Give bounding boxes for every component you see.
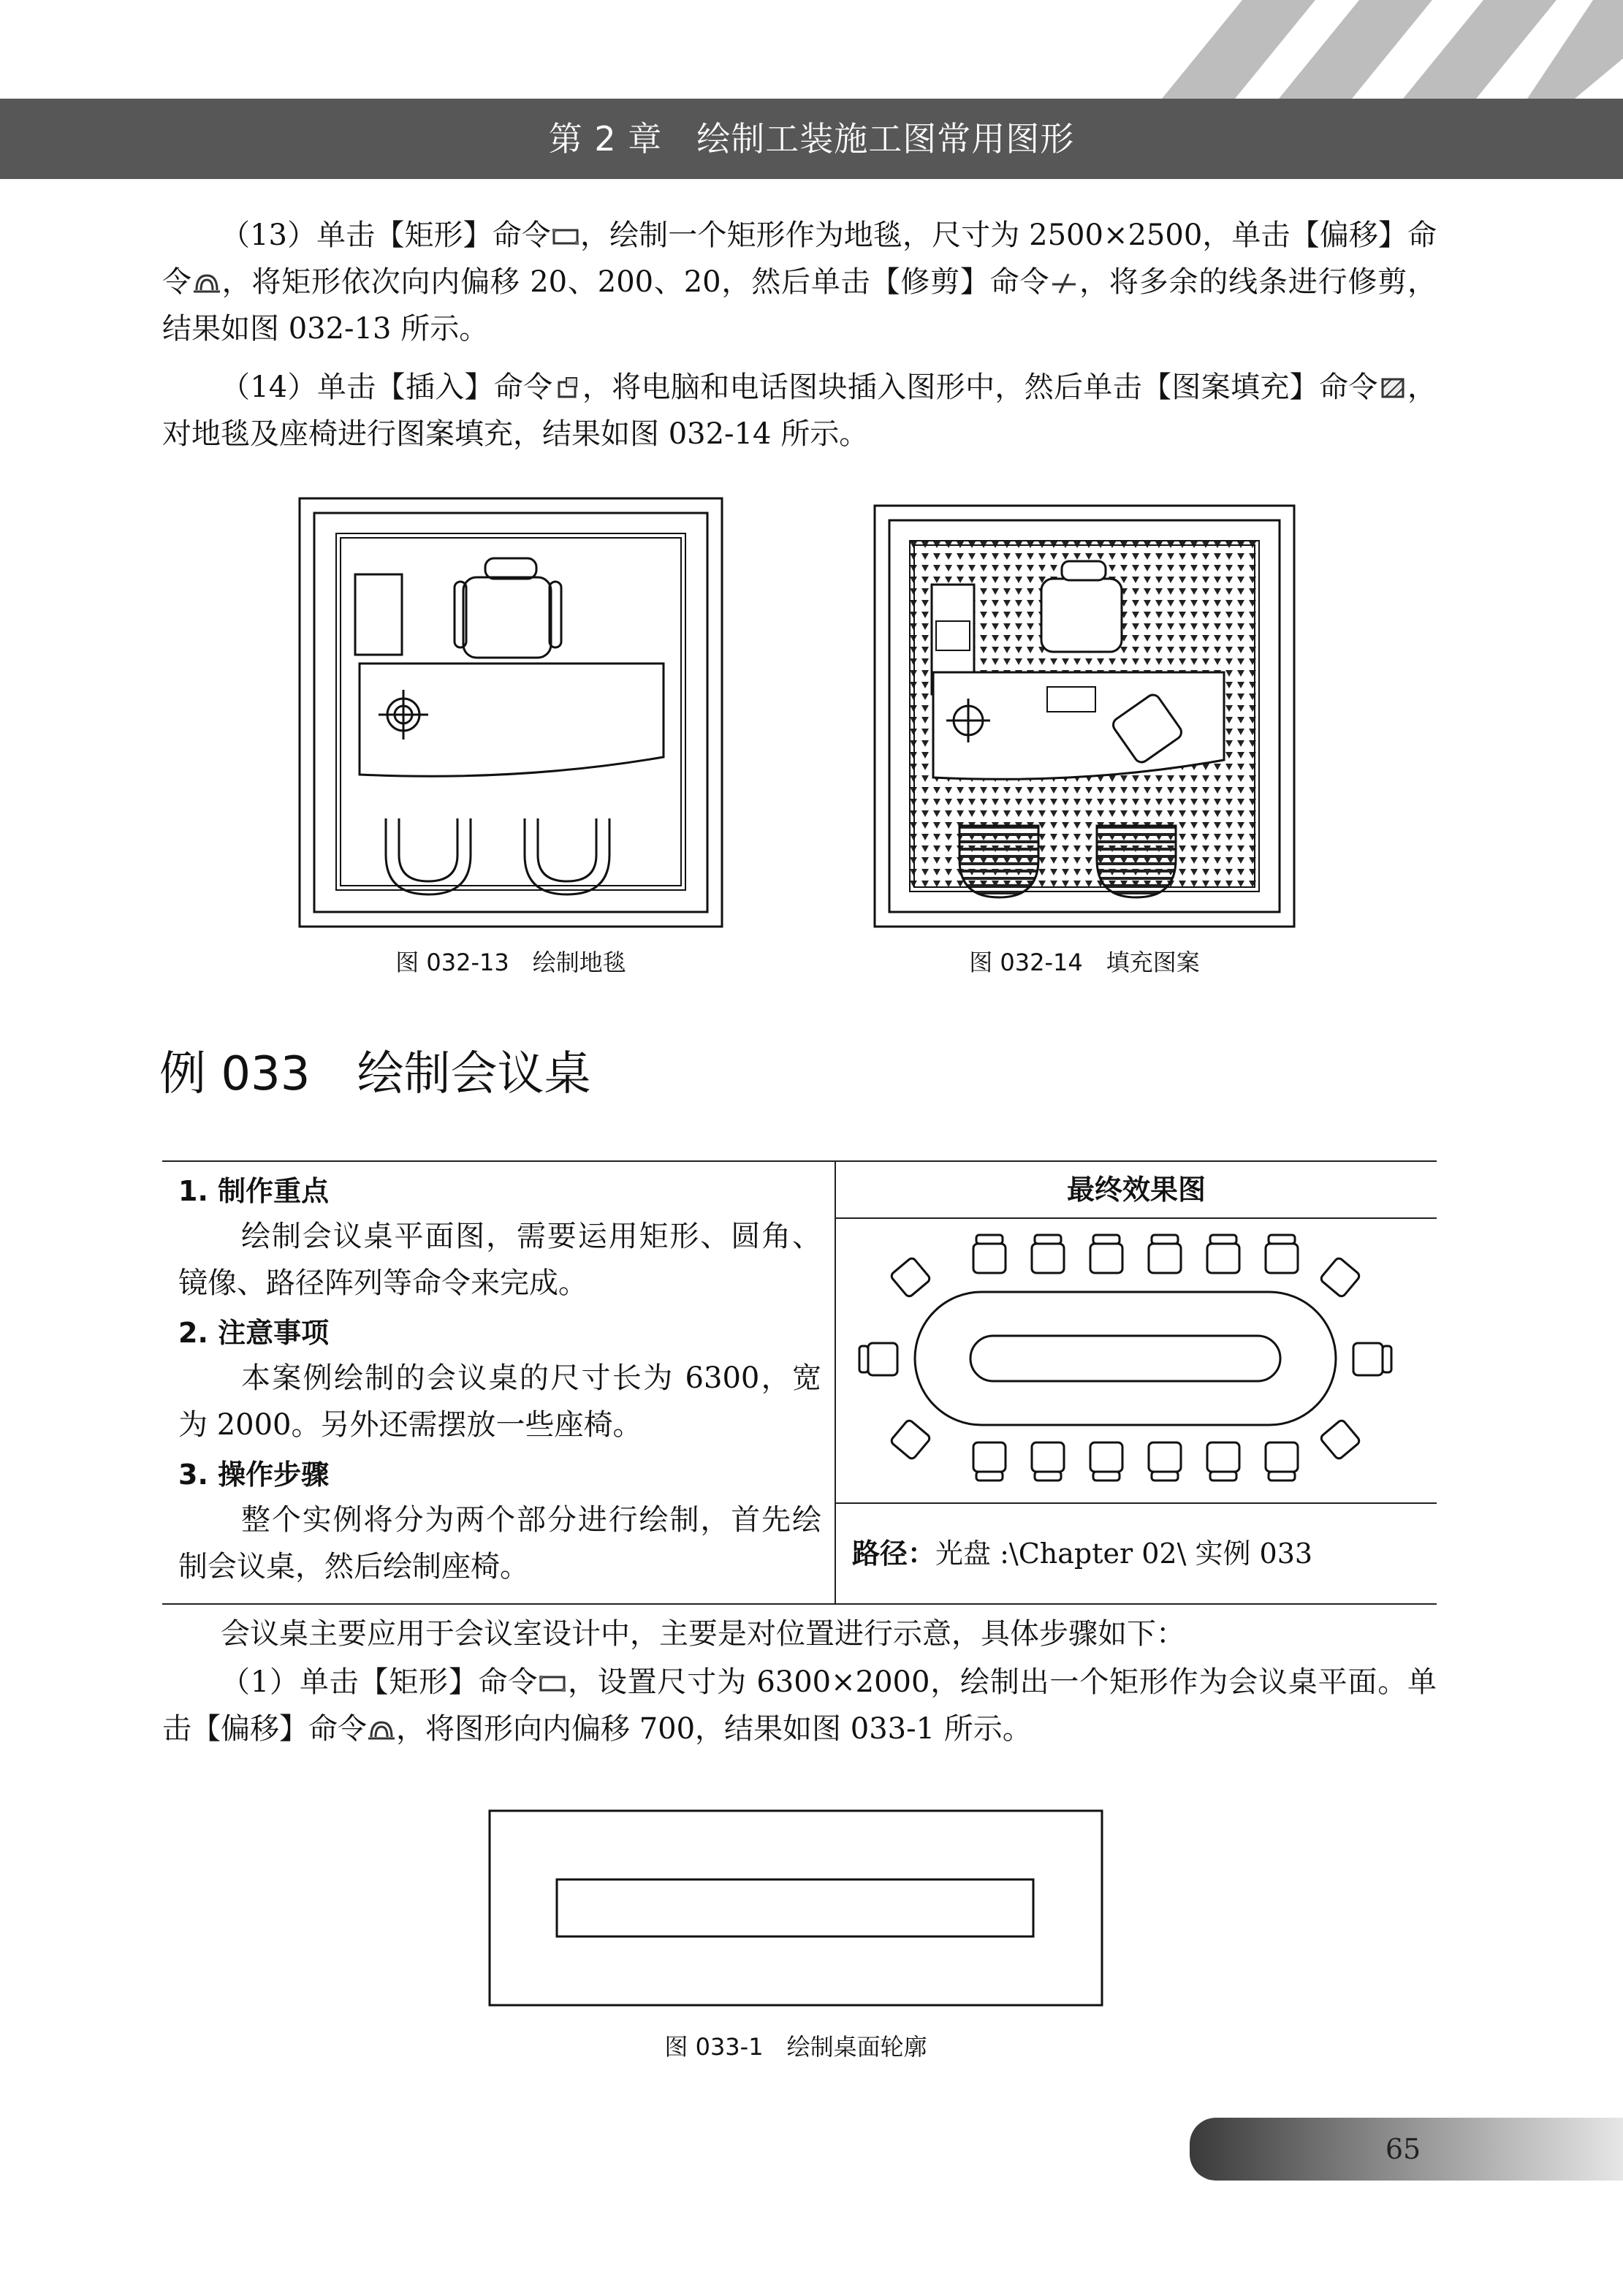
step-14-paragraph — [162, 364, 1437, 457]
final-effect-drawing — [848, 1226, 1403, 1489]
insert-block-icon — [553, 376, 582, 400]
notes-text: 本案例绘制的会议桌的尺寸长为 6300，宽为 2000。另外还需摆放一些座椅。 — [178, 1361, 821, 1442]
header-stripes — [0, 0, 1623, 99]
chapter-title: 第 2 章 绘制工装施工图常用图形 — [548, 119, 1075, 159]
step-13-text-1: （13）单击【矩形】命令 — [221, 218, 551, 252]
key-points-heading: 1. 制作重点 — [178, 1175, 330, 1207]
path-value: 光盘 :\Chapter 02\ 实例 033 — [935, 1537, 1313, 1570]
steps-text: 整个实例将分为两个部分进行绘制，首先绘制会议桌，然后绘制座椅。 — [178, 1503, 821, 1584]
step-1-text-1: （1）单击【矩形】命令 — [221, 1665, 539, 1699]
figure-032-13-drawing — [298, 497, 723, 928]
step-1-paragraph — [162, 1659, 1437, 1752]
step-14-text-3: ，对地毯及座椅进行图案填充，结果如图 032-14 所示。 — [162, 370, 1437, 451]
figure-033-1-drawing — [488, 1809, 1103, 2008]
step-14-text-1: （14）单击【插入】命令 — [221, 370, 553, 404]
rectangle-icon — [551, 224, 580, 248]
step-14-text-2: ，将电脑和电话图块插入图形中，然后单击【图案填充】命令 — [582, 370, 1378, 404]
end-chairs — [859, 1257, 1391, 1460]
step-13-text-2: ，绘制一个矩形作为地毯，尺寸为 2500×2500，单击【偏移】命令 — [162, 218, 1437, 299]
key-points-text: 绘制会议桌平面图，需要运用矩形、圆角、镜像、路径阵列等命令来完成。 — [178, 1220, 821, 1300]
bottom-chairs — [973, 1442, 1298, 1480]
section-title: 例 033 绘制会议桌 — [159, 1047, 591, 1101]
hatch-icon — [1378, 376, 1407, 400]
step-13-text-4: ，将多余的线条进行修剪，结果如图 032-13 所示。 — [162, 265, 1437, 346]
final-effect-title: 最终效果图 — [1066, 1174, 1206, 1206]
step-1-text-3: ，将图形向内偏移 700，结果如图 033-1 所示。 — [396, 1712, 1032, 1746]
figure-032-14-caption: 图 032-14 填充图案 — [969, 949, 1200, 976]
step-1-text-2: ，设置尺寸为 6300×2000，绘制出一个矩形作为会议桌平面。单击【偏移】命令 — [162, 1665, 1437, 1746]
trim-icon — [1049, 271, 1079, 294]
resource-path — [852, 1504, 1312, 1603]
intro-paragraph: 会议桌主要应用于会议室设计中，主要是对位置进行示意，具体步骤如下： — [221, 1617, 1185, 1651]
offset-icon — [367, 1718, 396, 1741]
figure-032-13-caption: 图 032-13 绘制地毯 — [395, 949, 626, 976]
notes-heading: 2. 注意事项 — [178, 1317, 330, 1349]
step-13-paragraph — [162, 212, 1437, 352]
figure-032-14-drawing — [873, 504, 1296, 928]
step-13-text-3: ，将矩形依次向内偏移 20、200、20，然后单击【修剪】命令 — [221, 265, 1050, 299]
steps-heading: 3. 操作步骤 — [178, 1459, 330, 1491]
top-chairs — [973, 1235, 1298, 1273]
page-number: 65 — [1385, 2133, 1421, 2165]
path-label: 路径： — [852, 1537, 936, 1570]
rectangle-icon — [538, 1671, 567, 1695]
offset-icon — [192, 271, 221, 294]
figure-033-1-caption: 图 033-1 绘制桌面轮廓 — [664, 2033, 927, 2061]
